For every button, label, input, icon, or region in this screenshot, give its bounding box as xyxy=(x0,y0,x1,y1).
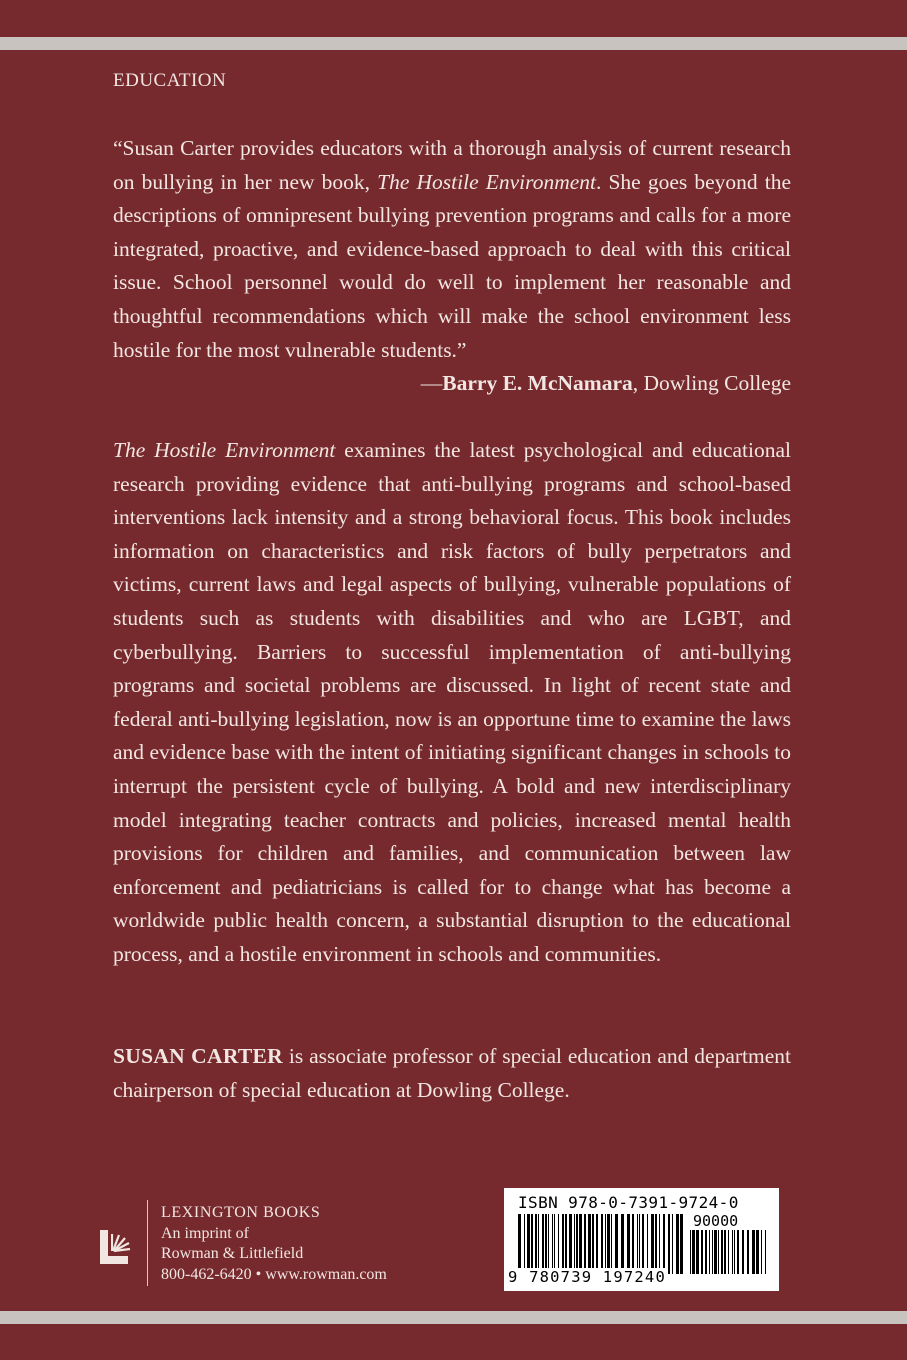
author-name: SUSAN CARTER xyxy=(113,1044,284,1068)
publisher-info xyxy=(161,1203,387,1290)
lexington-books-logo-icon xyxy=(100,1230,132,1264)
attribution-affiliation: , Dowling College xyxy=(632,371,791,396)
publisher-block xyxy=(100,1200,387,1290)
endorsement-quote xyxy=(113,132,791,401)
publisher-parent: Rowman & Littlefield xyxy=(161,1245,304,1262)
quote-body xyxy=(113,132,791,367)
description-paragraph xyxy=(113,434,791,972)
bottom-rule xyxy=(0,1311,907,1324)
attribution-name: Barry E. McNamara xyxy=(442,371,633,396)
author-bio xyxy=(113,1040,791,1107)
top-rule xyxy=(0,37,907,50)
quote-text-start: “Susan Carter provides educators with a thorough analysis of current research on bullying in her new book, xyxy=(113,136,791,194)
description-text: examines the latest psychological and educational research providing evidence that anti-bullying programs and school-based interventions lack intensity and a strong behavioral focus. This book includes information on characteristics and risk factors of bully perpetrators and victims, current laws and legal aspects of bullying, vulnerable populations of students such as students with disabilities and who are LGBT, and cyberbullying. Barriers to successful implementation of anti-bullying programs and societal problems are discussed. In light of recent state and federal anti-bullying legislation, now is an opportune time to examine the laws and evidence base with the intent of initiating significant changes in schools to interrupt the persistent cycle of bullying. A bold and new interdisciplinary model integrating teacher contracts and policies, increased mental health provisions for children and families, and communication between law enforcement and pediatricians is called for to change what has become a worldwide public health concern, a substantial disruption to the educational process, and a hostile environment in schools and communities. xyxy=(113,438,791,966)
quote-attribution xyxy=(113,367,791,401)
quote-book-title: The Hostile Environment xyxy=(377,169,596,194)
isbn-barcode xyxy=(504,1188,779,1291)
description-book-title: The Hostile Environment xyxy=(113,438,336,462)
price-code: 90000 xyxy=(693,1212,739,1230)
isbn-label: ISBN 978-0-7391-9724-0 xyxy=(518,1193,739,1212)
book-description xyxy=(113,434,791,972)
quote-text-end: . She goes beyond the descriptions of omnipresent bullying prevention programs and calls for a more integrated, proactive, and evidence-based approach to deal with this critical issue. School personnel would do well to implement her reasonable and thoughtful recommendations which will make the school environment less hostile for the most vulnerable students.” xyxy=(113,169,792,362)
bio-paragraph xyxy=(113,1040,791,1107)
price-code-bars xyxy=(690,1230,766,1274)
ean-digits: 9 780739 197240 xyxy=(508,1268,666,1286)
publisher-name: LEXINGTON BOOKS xyxy=(161,1204,321,1221)
category-label: EDUCATION xyxy=(113,70,227,91)
bio-text: is associate professor of special education and department chairperson of special education at Dowling College. xyxy=(113,1044,791,1102)
publisher-divider xyxy=(147,1200,148,1286)
ean13-bars xyxy=(518,1214,684,1274)
attribution-dash: — xyxy=(420,371,443,396)
publisher-contact: 800-462-6420 • www.rowman.com xyxy=(161,1265,387,1283)
publisher-imprint-line: An imprint of xyxy=(161,1224,249,1242)
